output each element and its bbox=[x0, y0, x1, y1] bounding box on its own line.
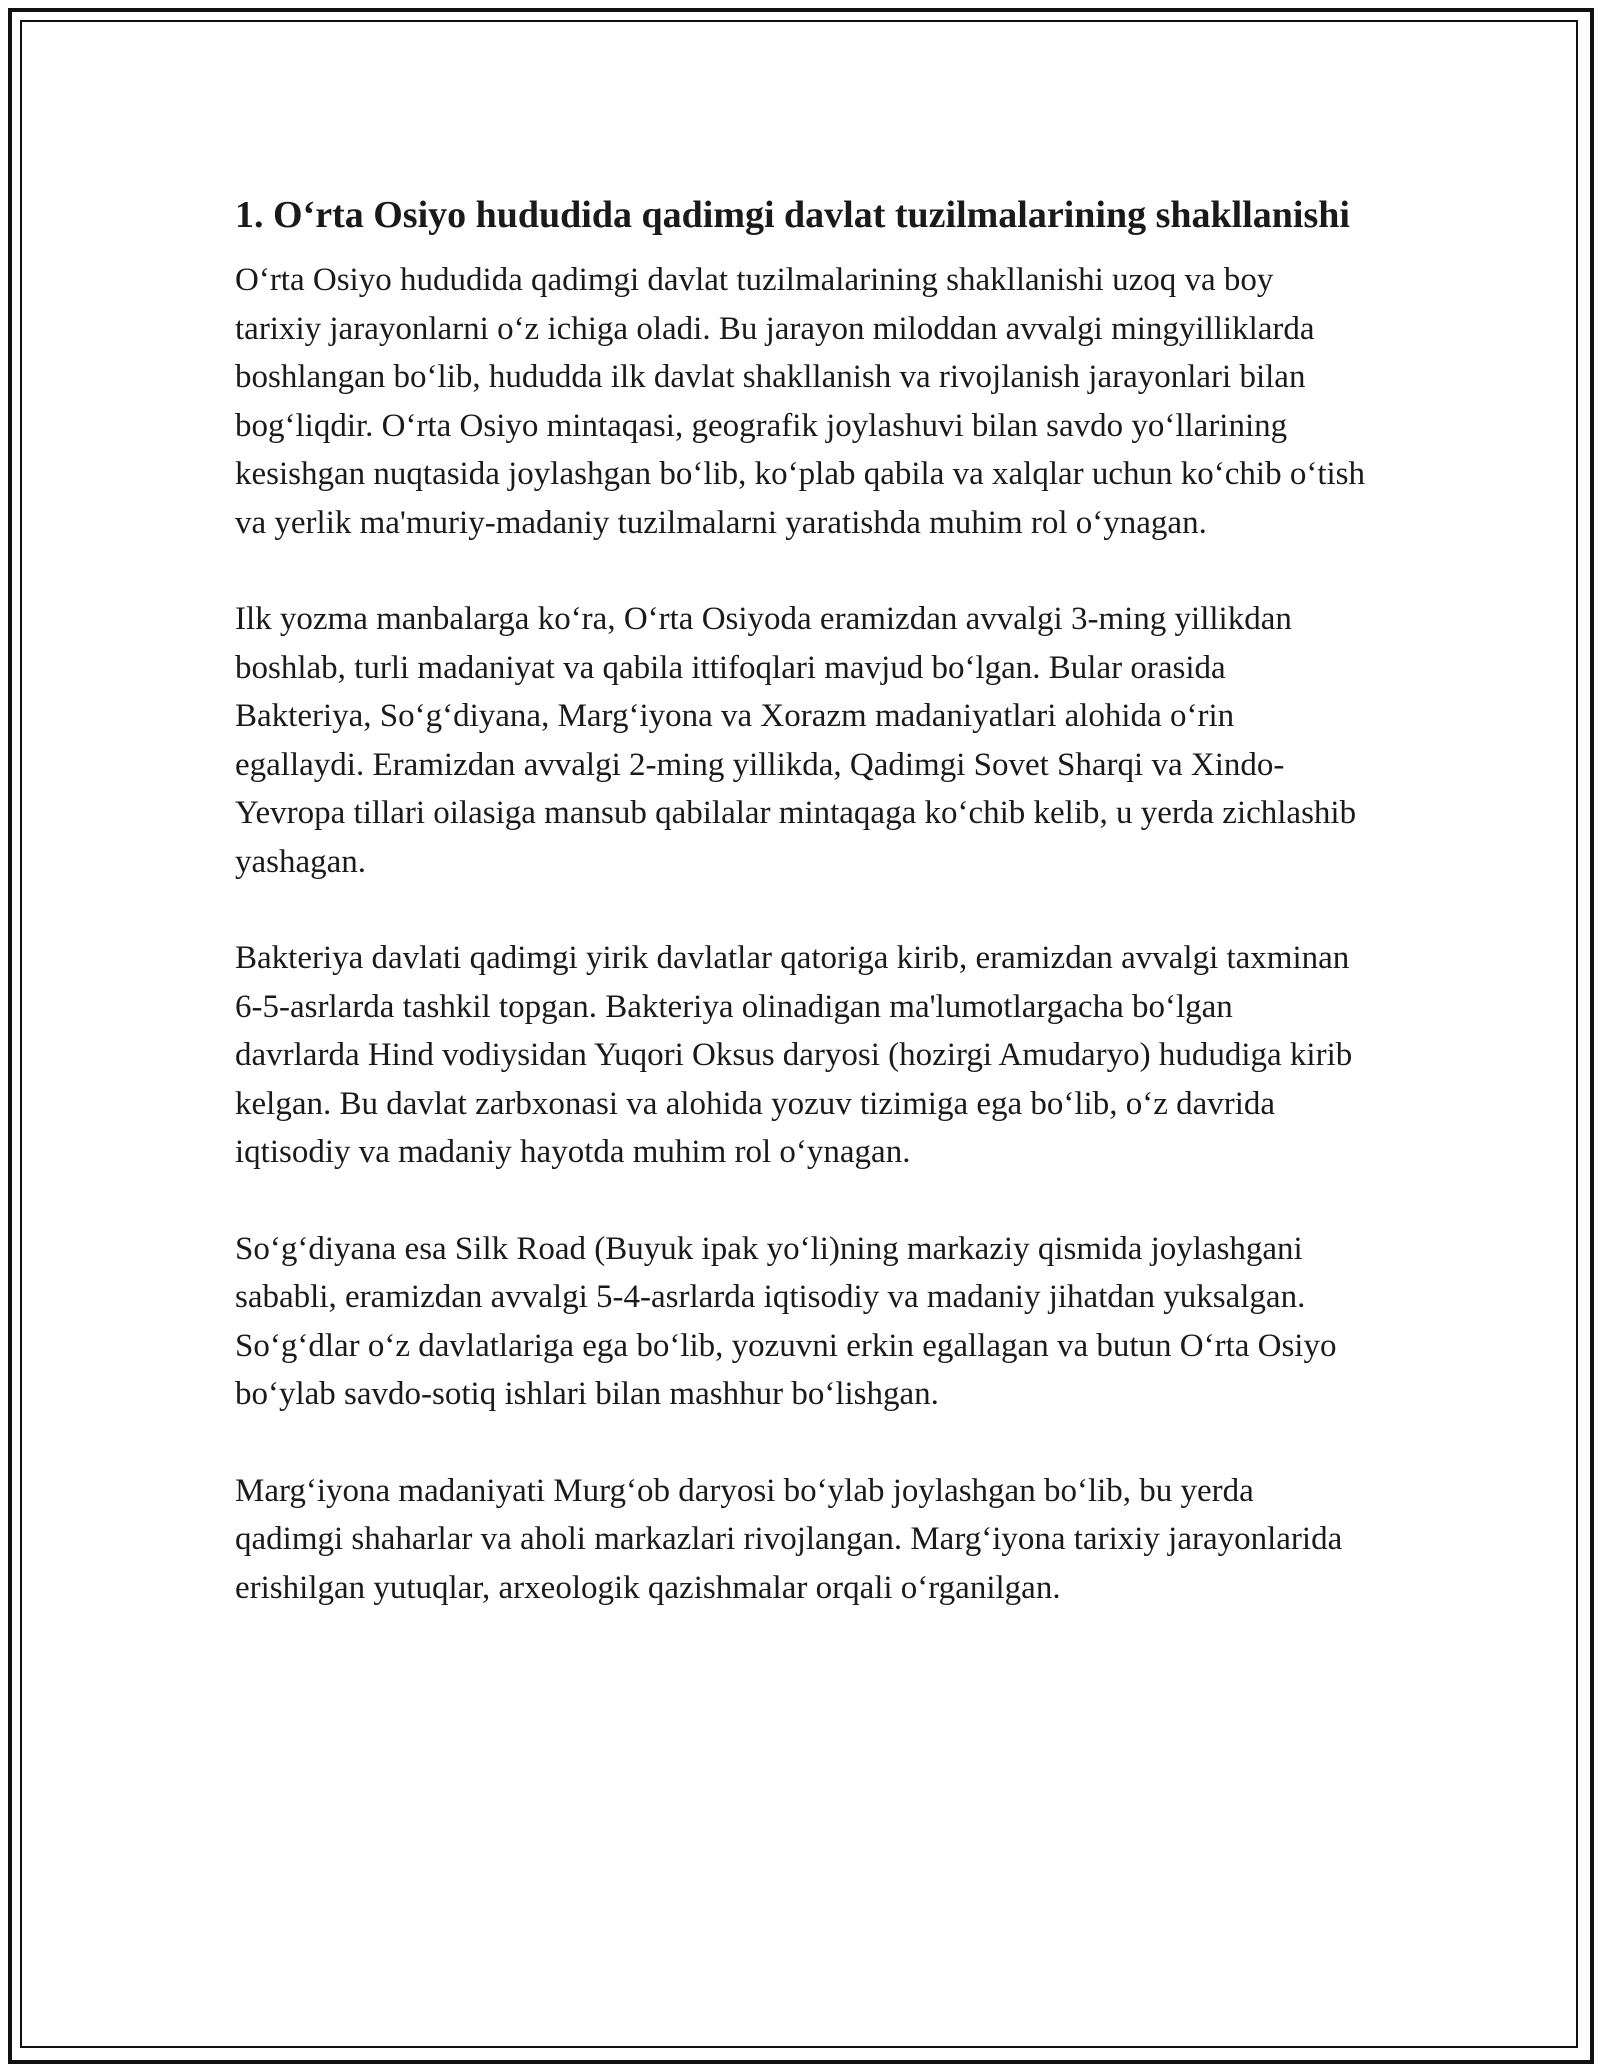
section-title: 1. O‘rta Osiyo hududida qadimgi davlat tuzilmalarining shakllanishi bbox=[235, 194, 1350, 236]
document-body bbox=[235, 188, 1365, 1660]
paragraph-5: Marg‘iyona madaniyati Murg‘ob daryosi bo‘ylab joylashgan bo‘lib, bu yerda qadimgi shaharlar va aholi markazlari rivojlangan. Marg‘iyona tarixiy jarayonlarida erishilgan yutuqlar, arxeologik qazishmalar orqali o‘rganilgan. bbox=[235, 1472, 1343, 1606]
paragraph-3: Bakteriya davlati qadimgi yirik davlatlar qatoriga kirib, eramizdan avvalgi taxminan 6-5-asrlarda tashkil topgan. Bakteriya olinadigan ma'lumotlargacha bo‘lgan davrlarda Hind vodiysidan Yuqori Oksus daryosi (hozirgi Amudaryo) hududiga kirib kelgan. Bu davlat zarbxonasi va alohida yozuv tizimiga ega bo‘lib, o‘z davrida iqtisodiy va madaniy hayotda muhim rol o‘ynagan. bbox=[235, 940, 1353, 1170]
paragraph-1: O‘rta Osiyo hududida qadimgi davlat tuzilmalarining shakllanishi uzoq va boy tarixiy jarayonlarni o‘z ichiga oladi. Bu jarayon miloddan avvalgi mingyilliklarda boshlangan bo‘lib, hududda ilk davlat shakllanish va rivojlanish jarayonlari bilan bog‘liqdir. O‘rta Osiyo mintaqasi, geografik joylashuvi bilan savdo yo‘llarining kesishgan nuqtasida joylashgan bo‘lib, ko‘plab qabila va xalqlar uchun ko‘chib o‘tish va yerlik ma'muriy-madaniy tuzilmalarni yaratishda muhim rol o‘ynagan. bbox=[235, 262, 1365, 541]
paragraph-4: So‘g‘diyana esa Silk Road (Buyuk ipak yo‘li)ning markaziy qismida joylashgani sababli, eramizdan avvalgi 5-4-asrlarda iqtisodiy va madaniy jihatdan yuksalgan. So‘g‘dlar o‘z davlatlariga ega bo‘lib, yozuvni erkin egallagan va butun O‘rta Osiyo bo‘ylab savdo-sotiq ishlari bilan mashhur bo‘lishgan. bbox=[235, 1230, 1337, 1412]
paragraph-2: Ilk yozma manbalarga ko‘ra, O‘rta Osiyoda eramizdan avvalgi 3-ming yillikdan boshlab, turli madaniyat va qabila ittifoqlari mavjud bo‘lgan. Bular orasida Bakteriya, So‘g‘diyana, Marg‘iyona va Xorazm madaniyatlari alohida o‘rin egallaydi. Eramizdan avvalgi 2-ming yillikda, Qadimgi Sovet Sharqi va Xindo-Yevropa tillari oilasiga mansub qabilalar mintaqaga ko‘chib kelib, u yerda zichlashib yashagan. bbox=[235, 601, 1357, 880]
